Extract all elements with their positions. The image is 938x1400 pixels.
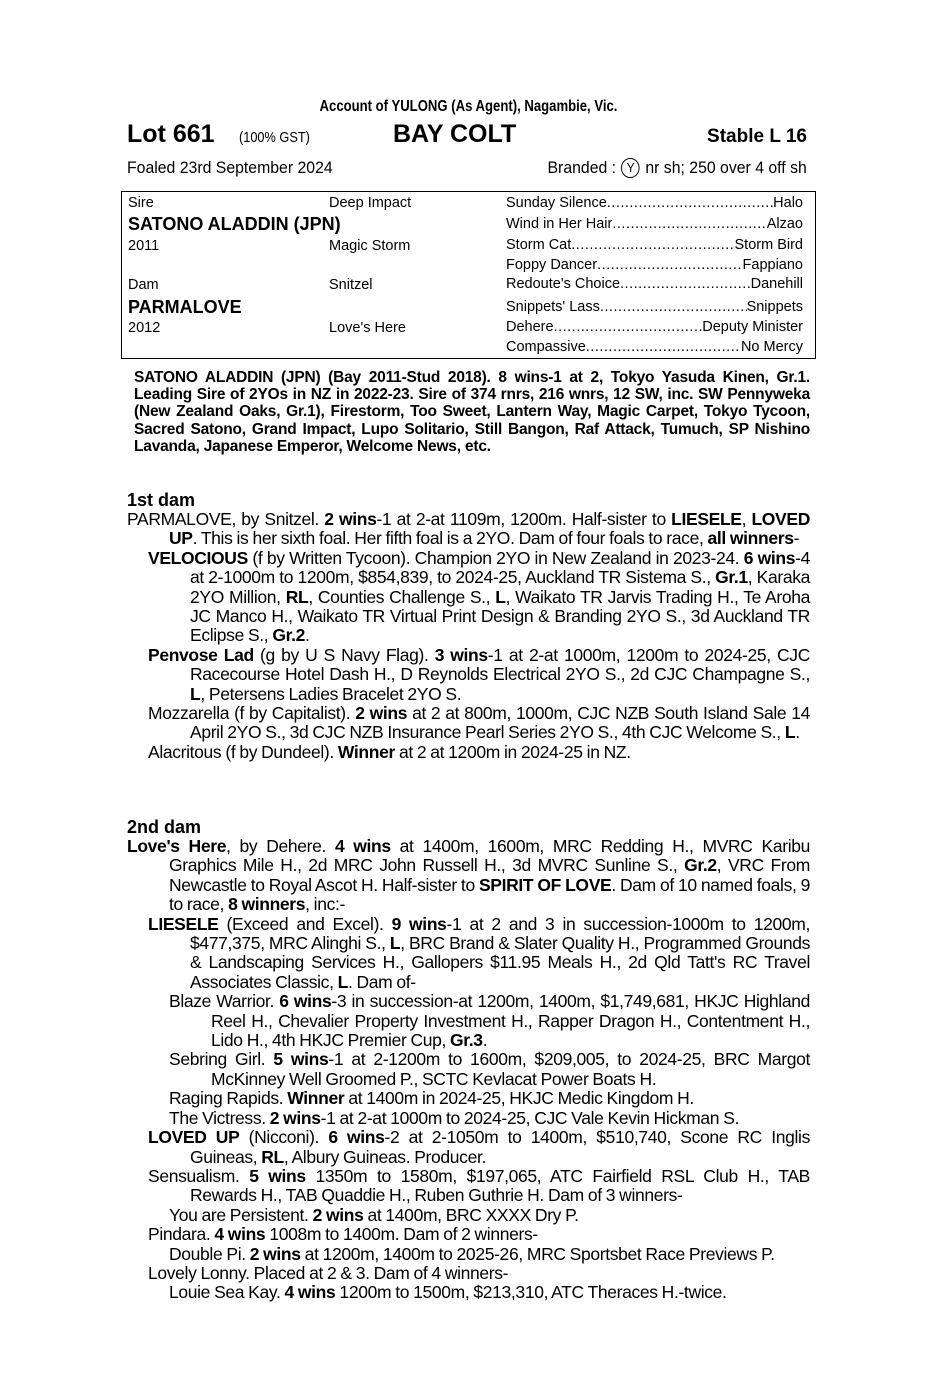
progeny-entry: Raging Rapids. Winner at 1400m in 2024-25, HKJC Medic Kingdom H. <box>169 1088 694 1109</box>
vendor-account: Account of YULONG (As Agent), Nagambie, Vic. <box>319 98 618 115</box>
second-dam-body <box>127 837 810 1303</box>
sire-summary: SATONO ALADDIN (JPN) (Bay 2011-Stud 2018). 8 wins-1 at 2, Tokyo Yasuda Kinen, Gr.1. Leading Sire of 2YOs in NZ in 2022-23. Sire of 374 rnrs, 216 wnrs, 12 SW, inc. SW Pennyweka (New Zealand Oaks, Gr.1), Firestorm, Too Sweet, Lantern Way, Magic Carpet, Tokyo Tycoon, Sacred Satono, Grand Impact, Lupo Solitario, Still Bangon, Raf Attack, Tumuch, SP Nishino Lavanda, Japanese Emperor, Welcome News, etc. <box>134 369 810 455</box>
progeny-entry: Love's Here, by Dehere. 4 wins at 1400m, 1600m, MRC Redding H., MVRC Karibu Graphics Mile H., 2d MRC John Russell H., 3d MVRC Sunline S., Gr.2, VRC From Newcastle to Royal Ascot H. Half-sister to SPIRIT OF LOVE. Dam of 10 named foals, 9 to race, 8 winners, inc:- <box>127 836 810 915</box>
brand-mark-icon: Y <box>622 158 641 178</box>
progeny-entry: The Victress. 2 wins-1 at 2-at 1000m to 2024-25, CJC Vale Kevin Hickman S. <box>169 1107 740 1128</box>
brand-info <box>548 158 807 178</box>
progeny-entry: Pindara. 4 wins 1008m to 1400m. Dam of 2 winners- <box>148 1224 538 1245</box>
grandparent-row: Sunday Silence ..... Halo <box>506 195 803 211</box>
first-dam-heading: 1st dam <box>127 490 196 510</box>
sire-year: 2011 <box>128 238 160 254</box>
dam-year: 2012 <box>128 320 161 336</box>
progeny-entry: Sensualism. 5 wins 1350m to 1580m, $197,065, ATC Fairfield RSL Club H., TAB Rewards H., TAB Quaddie H., Ruben Guthrie H. Dam of 3 winners- <box>148 1165 810 1206</box>
dam-sire: Snitzel <box>329 277 373 293</box>
grandparent-row: Wind in Her Hair ..... Alzao <box>506 216 803 232</box>
gst-note: (100% GST) <box>239 129 310 146</box>
lot-header <box>127 120 810 152</box>
grandparent-row: Storm Cat ..... Storm Bird <box>506 237 803 253</box>
progeny-entry: PARMALOVE, by Snitzel. 2 wins-1 at 2-at 1109m, 1200m. Half-sister to LIESELE, LOVED UP. This is her sixth foal. Her fifth foal is a 2YO. Dam of four foals to race, all winners- <box>127 509 810 549</box>
first-dam-body <box>127 510 810 762</box>
stable-location: Stable L 16 <box>707 126 807 147</box>
progeny-entry: Lovely Lonny. Placed at 2 & 3. Dam of 4 winners- <box>148 1262 509 1283</box>
progeny-entry: Mozzarella (f by Capitalist). 2 wins at 2 at 800m, 1000m, CJC NZB South Island Sale 14 April 2YO S., 3d CJC NZB Insurance Pearl Series 2YO S., 4th CJC Welcome S., L. <box>148 703 810 743</box>
progeny-entry: Penvose Lad (g by U S Navy Flag). 3 wins-1 at 2-at 1000m, 1200m to 2024-25, CJC Racecourse Hotel Dash H., D Reynolds Electrical 2YO S., 2d CJC Champagne S., L, Petersens Ladies Bracelet 2YO S. <box>148 644 810 704</box>
sire-name: SATONO ALADDIN (JPN) <box>128 214 341 234</box>
second-dam-heading: 2nd dam <box>127 817 202 837</box>
pedigree-table <box>121 191 816 359</box>
lot-number: Lot 661 <box>127 120 215 148</box>
branded-label: Branded : <box>547 158 617 177</box>
dam-name: PARMALOVE <box>128 297 242 317</box>
progeny-entry: You are Persistent. 2 wins at 1400m, BRC XXXX Dry P. <box>169 1204 579 1225</box>
progeny-entry: Sebring Girl. 5 wins-1 at 2-1200m to 1600m, $209,005, to 2024-25, BRC Margot McKinney Well Groomed P., SCTC Kevlacat Power Boats H. <box>169 1049 810 1089</box>
progeny-entry: Double Pi. 2 wins at 1200m, 1400m to 2025-26, MRC Sportsbet Race Previews P. <box>169 1243 775 1264</box>
horse-description: BAY COLT <box>393 120 517 148</box>
grandparent-row: Compassive ..... No Mercy <box>506 339 803 355</box>
foaled-date: Foaled 23rd September 2024 <box>127 158 333 177</box>
grandparent-row: Redoute's Choice ..... Danehill <box>506 276 803 292</box>
sire-sire: Deep Impact <box>329 195 412 211</box>
progeny-entry: VELOCIOUS (f by Written Tycoon). Champion 2YO in New Zealand in 2023-24. 6 wins-4 at 2-1000m to 1200m, $854,839, to 2024-25, Auckland TR Sistema S., Gr.1, Karaka 2YO Million, RL, Counties Challenge S., L, Waikato TR Jarvis Trading H., Te Aroha JC Manco H., Waikato TR Virtual Print Design & Branding 2YO S., 3d Auckland TR Eclipse S., Gr.2. <box>148 547 810 646</box>
sire-dam: Magic Storm <box>329 238 411 254</box>
progeny-entry: Louie Sea Kay. 4 wins 1200m to 1500m, $213,310, ATC Theraces H.-twice. <box>169 1282 727 1303</box>
progeny-entry: LOVED UP (Nicconi). 6 wins-2 at 2-1050m to 1400m, $510,740, Scone RC Inglis Guineas, RL, Albury Guineas. Producer. <box>148 1127 810 1167</box>
sire-label: Sire <box>128 195 154 211</box>
progeny-entry: Blaze Warrior. 6 wins-3 in succession-at 1200m, 1400m, $1,749,681, HKJC Highland Reel H., Chevalier Property Investment H., Rapper Dragon H., Contentment H., Lido H., 4th HKJC Premier Cup, Gr.3. <box>169 991 810 1051</box>
progeny-entry: LIESELE (Exceed and Excel). 9 wins-1 at 2 and 3 in succession-1000m to 1200m, $477,375, MRC Alinghi S., L, BRC Brand & Slater Quality H., Programmed Grounds & Landscaping Services H., Gallopers $11.95 Meals H., 2d Qld Tatt's RC Travel Associates Classic, L. Dam of- <box>148 913 810 992</box>
progeny-entry: Alacritous (f by Dundeel). Winner at 2 at 1200m in 2024-25 in NZ. <box>148 741 631 762</box>
grandparent-row: Dehere ..... Deputy Minister <box>506 319 803 335</box>
grandparent-row: Foppy Dancer ..... Fappiano <box>506 257 803 273</box>
dam-dam: Love's Here <box>329 320 406 336</box>
brand-description: nr sh; 250 over 4 off sh <box>645 158 807 177</box>
grandparent-row: Snippets' Lass ..... Snippets <box>506 299 803 315</box>
dam-label: Dam <box>128 277 159 293</box>
